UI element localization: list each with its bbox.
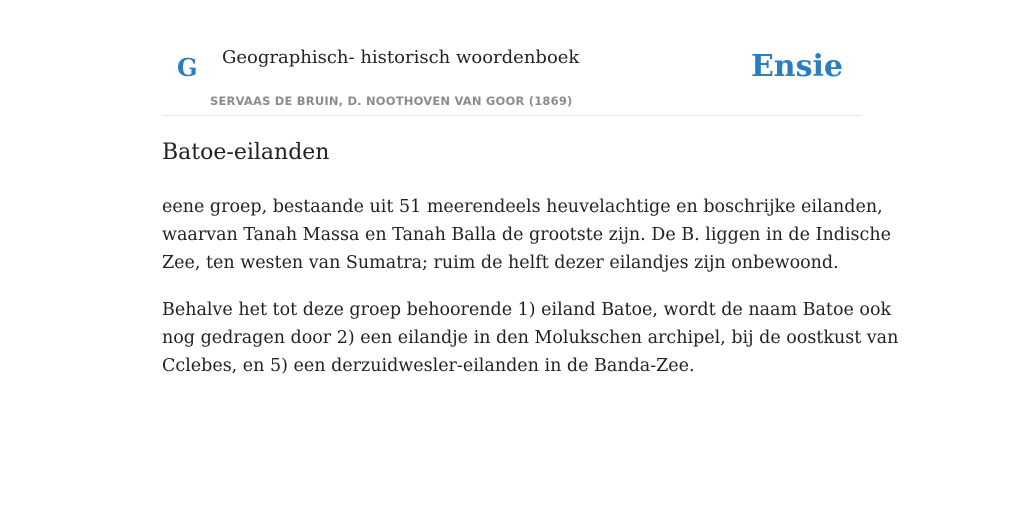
paragraph-line: waarvan Tanah Massa en Tanah Balla de grootste zijn. De B. liggen in de Indische bbox=[162, 225, 891, 245]
entry-paragraph bbox=[162, 193, 891, 277]
book-logo-letter[interactable]: G bbox=[177, 53, 198, 82]
book-title[interactable]: Geographisch- historisch woordenboek bbox=[222, 47, 580, 68]
entry-paragraph bbox=[162, 296, 899, 380]
paragraph-line: Behalve het tot deze groep behoorende 1) eiland Batoe, wordt de naam Batoe ook bbox=[162, 300, 892, 320]
paragraph-line: eene groep, bestaande uit 51 meerendeels heuvelachtige en boschrijke eilanden, bbox=[162, 197, 883, 217]
paragraph-line: nog gedragen door 2) een eilandje in den Molukschen archipel, bij de oostkust van bbox=[162, 328, 899, 348]
ensie-logo-link[interactable]: Ensie bbox=[750, 49, 843, 84]
paragraph-line: Cclebes, en 5) een derzuidwesler-eilanden in de Banda-Zee. bbox=[162, 356, 695, 376]
entry-title: Batoe-eilanden bbox=[162, 140, 330, 165]
entry-body bbox=[162, 193, 899, 399]
book-header bbox=[162, 40, 862, 116]
book-authors: SERVAAS DE BRUIN, D. NOOTHOVEN VAN GOOR (1869) bbox=[210, 94, 573, 108]
paragraph-line: Zee, ten westen van Sumatra; ruim de helft dezer eilandjes zijn onbewoond. bbox=[162, 253, 839, 273]
